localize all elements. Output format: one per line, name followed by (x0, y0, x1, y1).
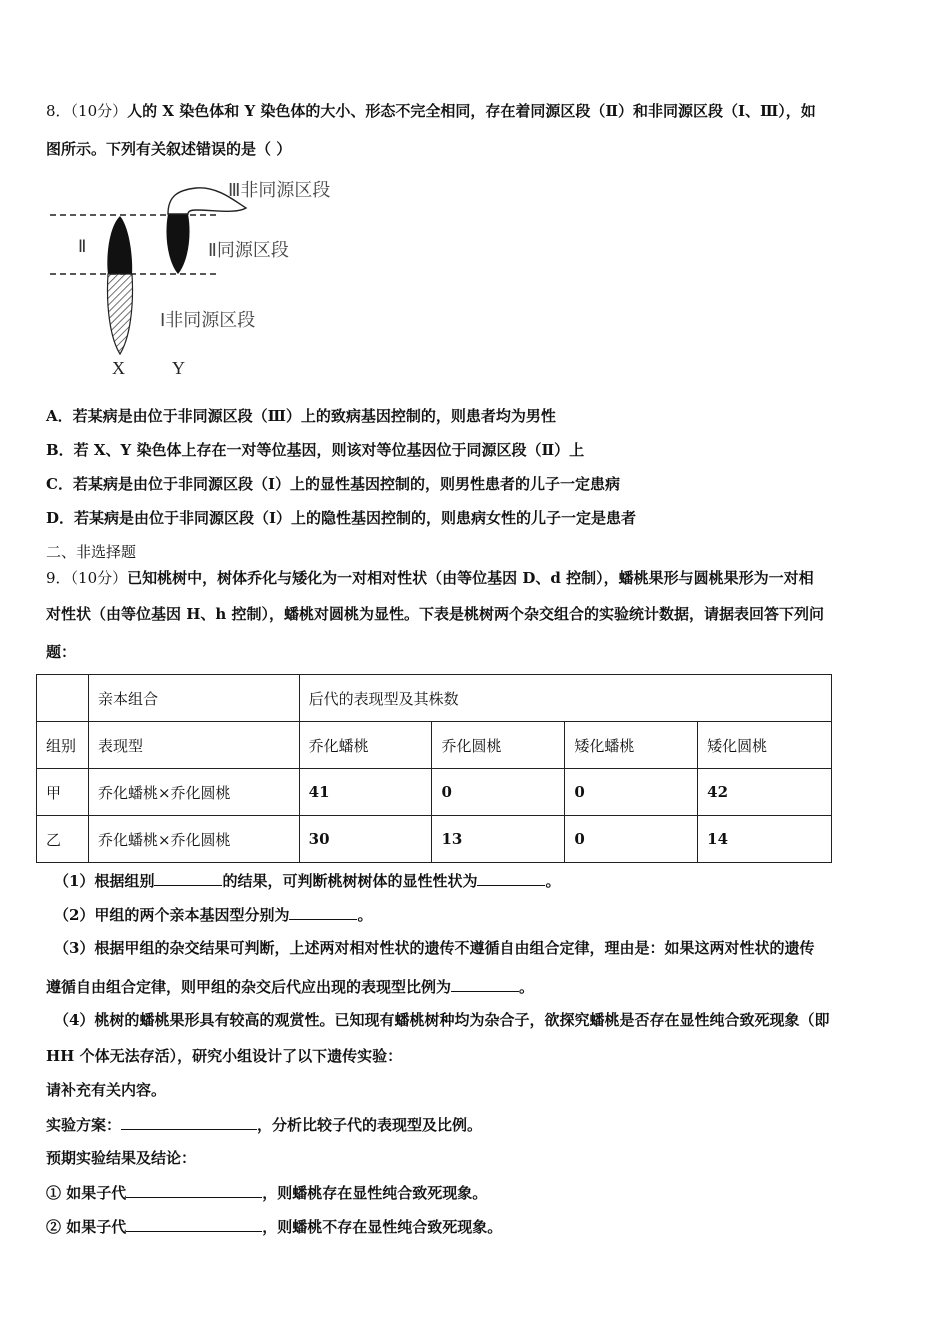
q9-result-2 (46, 1216, 502, 1237)
q9-sub3-text-a: 遵循自由组合定律，则甲组的杂交后代应出现的表现型比例为 (46, 978, 452, 996)
table-header-phenotype: 表现型 (88, 722, 299, 769)
cross-data-table (36, 674, 832, 863)
table-header-offspring: 后代的表现型及其株数 (299, 675, 831, 722)
q9-sub1-text-b: 的结果，可判断桃树树体的显性性状为 (222, 872, 478, 890)
q9-sub1 (54, 870, 560, 891)
table-header-dwarf-flat: 矮化蟠桃 (565, 722, 698, 769)
q9-sub4-line3: 请补充有关内容。 (46, 1081, 167, 1099)
table-subheader-row (37, 722, 832, 769)
q9-number: 9． (46, 569, 71, 587)
q9-result-2-text-b: ，则蟠桃不存在显性纯合致死现象。 (262, 1218, 503, 1236)
q9-sub1-text-a: （1）根据组别 (54, 872, 155, 890)
table-cell-count: 13 (432, 816, 565, 863)
q9-stem-line3: 题： (46, 643, 77, 661)
table-cell-count: 42 (698, 769, 832, 816)
q9-result-1 (46, 1182, 487, 1203)
q9-plan (46, 1114, 482, 1135)
q8-option-b[interactable]: B．若 X、Y 染色体上存在一对等位基因，则该对等位基因位于同源区段（Ⅱ）上 (46, 441, 585, 459)
x-chromosome-nonhomologous-part (108, 274, 133, 354)
table-header-dwarf-round: 矮化圆桃 (698, 722, 832, 769)
q8-stem-line1 (46, 101, 912, 121)
label-y-chromosome: Y (172, 358, 185, 378)
label-x-chromosome: X (112, 358, 125, 378)
label-III-region: Ⅲ非同源区段 (228, 180, 331, 201)
table-cell-parents: 乔化蟠桃×乔化圆桃 (88, 816, 299, 863)
table-row (37, 816, 832, 863)
table-cell-count: 0 (565, 769, 698, 816)
q9-sub3-line2 (46, 976, 534, 997)
q9-sub1-text-c: 。 (545, 872, 561, 890)
q8-option-c[interactable]: C．若某病是由位于非同源区段（Ⅰ）上的显性基因控制的，则男性患者的儿子一定患病 (46, 475, 620, 493)
q8-stem-text: 人的 X 染色体和 Y 染色体的大小、形态不完全相同，存在着同源区段（Ⅱ）和非同源区段（Ⅰ、Ⅲ），如 (127, 102, 816, 120)
table-cell-parents: 乔化蟠桃×乔化圆桃 (88, 769, 299, 816)
table-header-tall-round: 乔化圆桃 (432, 722, 565, 769)
xy-chromosome-diagram (46, 176, 376, 386)
label-II-region: Ⅱ同源区段 (208, 240, 289, 261)
q9-stem-text: 已知桃树中，树体乔化与矮化为一对相对性状（由等位基因 D、d 控制），蟠桃果形与圆桃果形为一对相 (127, 569, 814, 587)
q8-number: 8． (46, 102, 71, 120)
table-header-group: 组别 (37, 722, 89, 769)
table-cell-group: 乙 (37, 816, 89, 863)
q9-result-1-text-b: ，则蟠桃存在显性纯合致死现象。 (262, 1184, 488, 1202)
label-I-region: Ⅰ非同源区段 (160, 310, 256, 331)
answer-blank-dominant-trait[interactable] (477, 870, 545, 886)
q9-sub2-text-b: 。 (357, 906, 373, 924)
table-cell-count: 0 (565, 816, 698, 863)
table-header-row (37, 675, 832, 722)
q9-sub2 (54, 904, 372, 925)
q9-sub3-line1: （3）根据甲组的杂交结果可判断，上述两对相对性状的遗传不遵循自由组合定律，理由是：如果这两对性状的遗传 (54, 939, 815, 957)
q9-plan-text: ，分析比较子代的表现型及比例。 (257, 1116, 483, 1134)
q8-score: （10分） (70, 102, 128, 120)
q9-result-2-text-a: ② 如果子代 (46, 1218, 127, 1236)
q9-stem-line1 (46, 568, 912, 588)
section-title: 二、非选择题 (46, 543, 137, 561)
q9-sub3-text-b: 。 (519, 978, 535, 996)
table-cell-count: 14 (698, 816, 832, 863)
q9-score: （10分） (70, 569, 128, 587)
table-header-parents: 亲本组合 (88, 675, 299, 722)
answer-blank-result-1[interactable] (126, 1182, 262, 1198)
table-cell (37, 675, 89, 722)
q9-expect: 预期实验结果及结论： (46, 1149, 197, 1167)
table-cell-group: 甲 (37, 769, 89, 816)
q8-stem-line2: 图所示。下列有关叙述错误的是（ ） (46, 140, 292, 158)
answer-blank-result-2[interactable] (126, 1216, 262, 1232)
q9-sub4-line1: （4）桃树的蟠桃果形具有较高的观赏性。已知现有蟠桃树种均为杂合子，欲探究蟠桃是否存在显性纯合致死现象（即 (54, 1011, 830, 1029)
answer-blank-ratio[interactable] (451, 976, 519, 992)
answer-blank-genotypes[interactable] (289, 904, 357, 920)
answer-blank-plan[interactable] (121, 1114, 257, 1130)
label-II-left: Ⅱ (78, 237, 87, 256)
x-chromosome-homologous-part (107, 216, 132, 274)
table-row (37, 769, 832, 816)
q9-plan-label: 实验方案： (46, 1116, 122, 1134)
q9-sub2-text-a: （2）甲组的两个亲本基因型分别为 (54, 906, 290, 924)
table-cell-count: 0 (432, 769, 565, 816)
table-cell-count: 30 (299, 816, 432, 863)
q8-option-d[interactable]: D．若某病是由位于非同源区段（Ⅰ）上的隐性基因控制的，则患病女性的儿子一定是患者 (46, 509, 637, 527)
q9-stem-line2: 对性状（由等位基因 H、h 控制），蟠桃对圆桃为显性。下表是桃树两个杂交组合的实验统计数据，请据表回答下列问 (46, 605, 825, 623)
answer-blank-group[interactable] (154, 870, 222, 886)
q9-result-1-text-a: ① 如果子代 (46, 1184, 127, 1202)
q9-sub4-line2: HH 个体无法存活），研究小组设计了以下遗传实验： (46, 1047, 403, 1065)
q8-option-a[interactable]: A．若某病是由位于非同源区段（Ⅲ）上的致病基因控制的，则患者均为男性 (46, 407, 556, 425)
table-cell-count: 41 (299, 769, 432, 816)
table-header-tall-flat: 乔化蟠桃 (299, 722, 432, 769)
y-chromosome-homologous-part (166, 214, 189, 274)
